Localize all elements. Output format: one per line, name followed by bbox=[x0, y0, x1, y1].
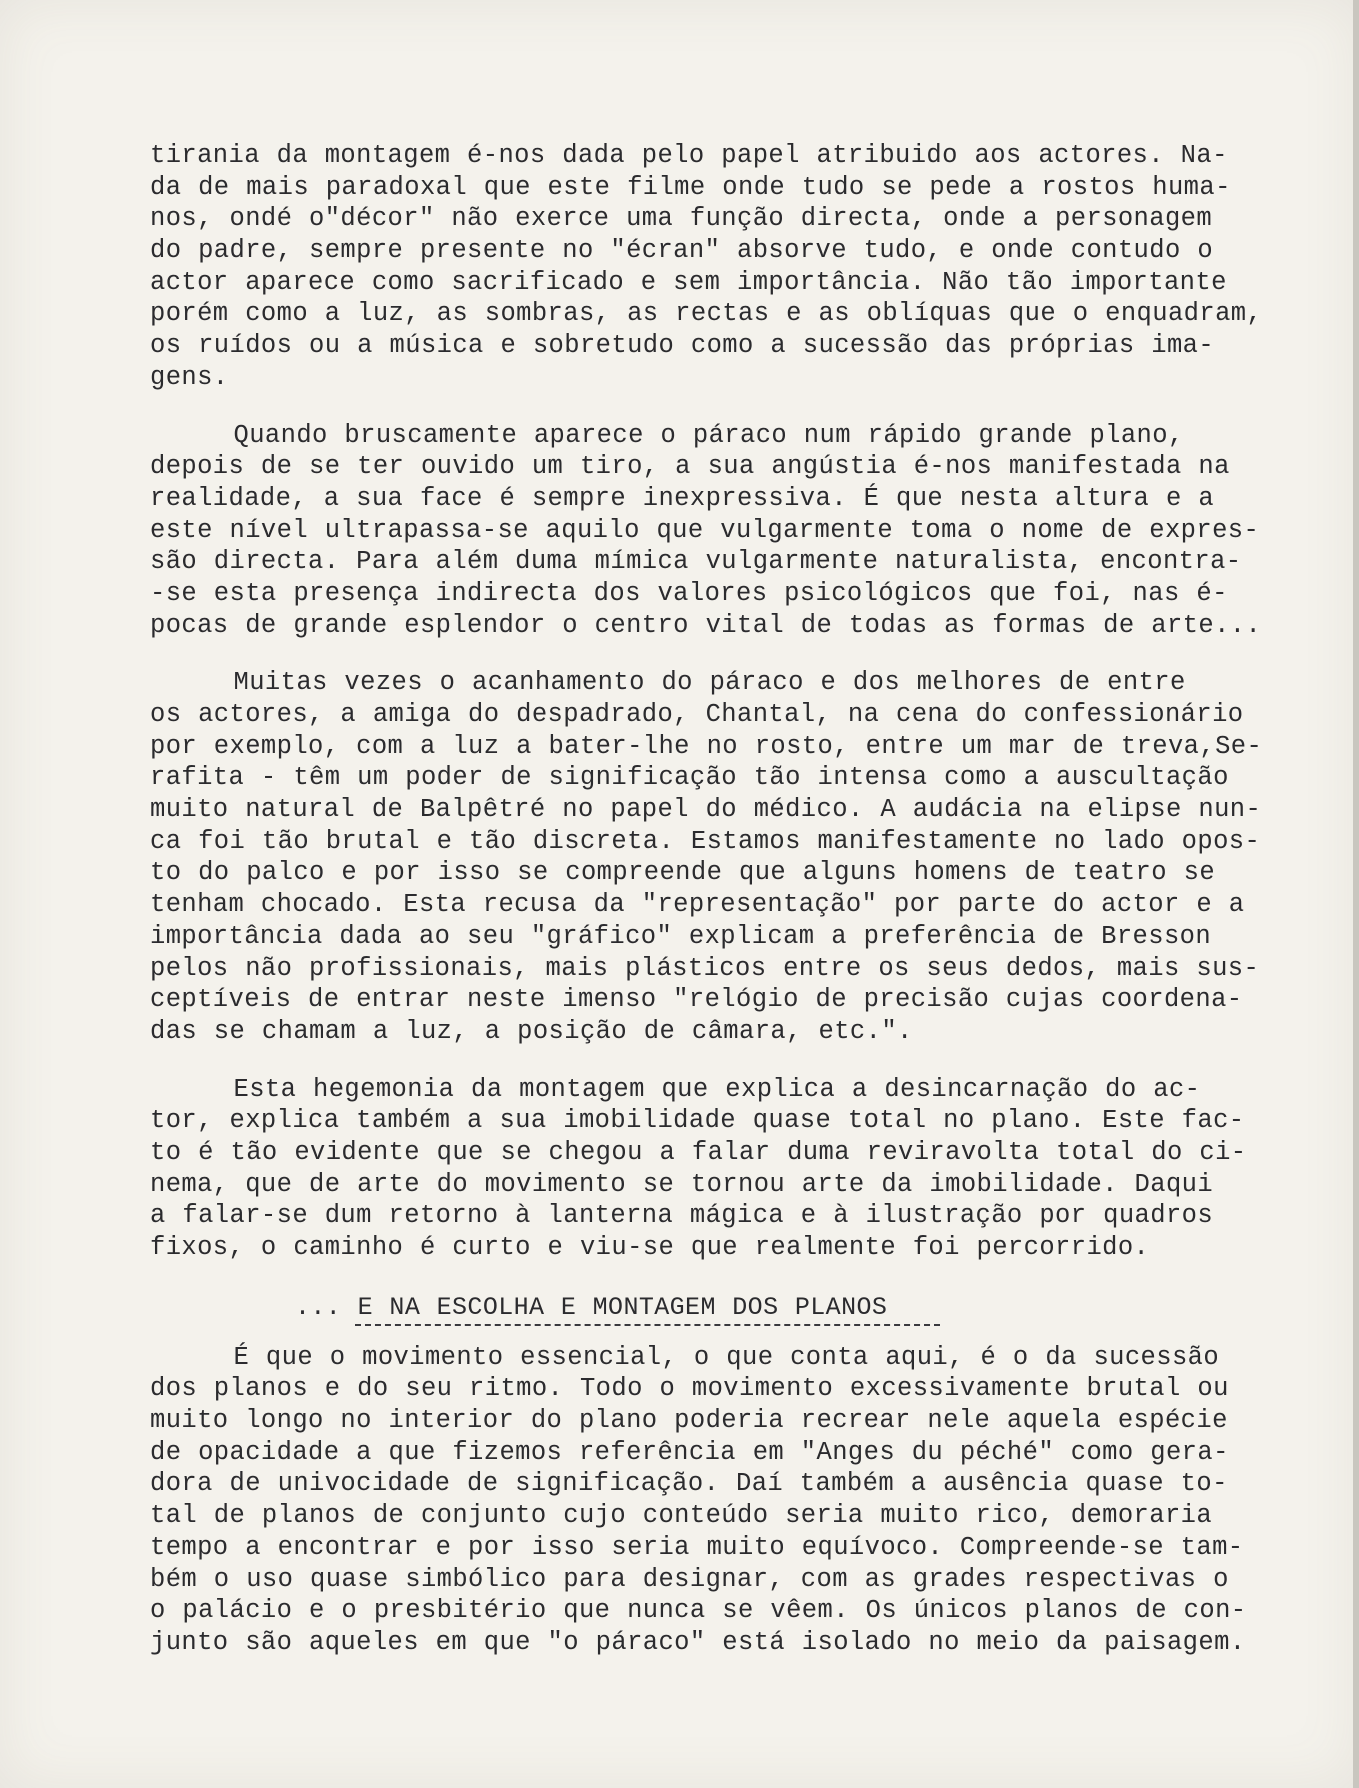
text-line: to do palco e por isso se compreende que alguns homens de teatro se bbox=[150, 858, 1216, 888]
text-line: muito longo no interior do plano poderia recrear nele aquela espécie bbox=[150, 1406, 1228, 1436]
heading-underline bbox=[355, 1324, 940, 1326]
text-line: to é tão evidente que se chegou a falar duma reviravolta total do ci- bbox=[150, 1137, 1247, 1167]
paragraph-2 bbox=[150, 420, 1260, 642]
text-line: este nível ultrapassa-se aquilo que vulgarmente toma o nome de expres- bbox=[150, 515, 1260, 545]
text-line: Muitas vezes o acanhamento do páraco e dos melhores de entre bbox=[150, 668, 1186, 698]
text-line: porém como a luz, as sombras, as rectas e as oblíquas que o enquadram, bbox=[150, 299, 1263, 329]
text-line: por exemplo, com a luz a bater-lhe no rosto, entre um mar de treva,Se- bbox=[150, 731, 1263, 761]
text-line: o palácio e o presbitério que nunca se vêem. Os únicos planos de con- bbox=[150, 1596, 1247, 1626]
text-line: -se esta presença indirecta dos valores psicológicos que foi, nas é- bbox=[150, 578, 1228, 608]
text-line: tirania da montagem é-nos dada pelo papel atribuido aos actores. Na- bbox=[150, 141, 1228, 170]
text-line: Esta hegemonia da montagem que explica a desincarnação do ac- bbox=[150, 1074, 1201, 1104]
paragraph-3 bbox=[150, 667, 1263, 1047]
text-line: nos, ondé o"décor" não exerce uma função directa, onde a personagem bbox=[150, 204, 1213, 234]
text-line: tal de planos de conjunto cujo conteúdo seria muito rico, demoraria bbox=[150, 1501, 1213, 1531]
text-line: muito natural de Balpêtré no papel do médico. A audácia na elipse nun- bbox=[150, 795, 1262, 825]
text-line: É que o movimento essencial, o que conta aqui, é o da sucessão bbox=[150, 1342, 1220, 1372]
text-line: nema, que de arte do movimento se tornou arte da imobilidade. Daqui bbox=[150, 1169, 1214, 1199]
text-line: das se chamam a luz, a posição de câmara, etc.". bbox=[150, 1016, 913, 1046]
text-line: os ruídos ou a música e sobretudo como a sucessão das próprias ima- bbox=[150, 331, 1215, 361]
text-line: gens. bbox=[150, 362, 229, 392]
text-line: tempo a encontrar e por isso seria muito equívoco. Compreende-se tam- bbox=[150, 1532, 1244, 1562]
text-line: pelos não profissionais, mais plásticos entre os seus dedos, mais sus- bbox=[150, 953, 1260, 983]
text-line: realidade, a sua face é sempre inexpressiva. É que nesta altura e a bbox=[150, 483, 1215, 513]
text-line: actor aparece como sacrificado e sem importância. Não tão importante bbox=[150, 267, 1227, 297]
text-line: bém o uso quase simbólico para designar, com as grades respectivas o bbox=[150, 1564, 1229, 1594]
text-line: dos planos e do seu ritmo. Todo o movimento excessivamente brutal ou bbox=[150, 1374, 1229, 1404]
text-line: Quando bruscamente aparece o páraco num rápido grande plano, bbox=[150, 420, 1184, 450]
text-line: junto são aqueles em que "o páraco" está isolado no meio da paisagem. bbox=[150, 1627, 1246, 1657]
text-line: pocas de grande esplendor o centro vital de todas as formas de arte... bbox=[150, 610, 1262, 640]
text-line: importância dada ao seu "gráfico" explicam a preferência de Bresson bbox=[150, 921, 1212, 951]
page-edge bbox=[1353, 0, 1359, 1788]
text-line: tor, explica também a sua imobilidade quase total no plano. Este fac- bbox=[150, 1106, 1245, 1136]
text-line: fixos, o caminho é curto e viu-se que realmente foi percorrido. bbox=[150, 1233, 1150, 1262]
text-line: do padre, sempre presente no "écran" absorve tudo, e onde contudo o bbox=[150, 236, 1214, 266]
section-heading: ... E NA ESCOLHA E MONTAGEM DOS PLANOS bbox=[295, 1292, 888, 1322]
document-body bbox=[150, 140, 1263, 1659]
text-line: de opacidade a que fizemos referência em "Anges du péché" como gera- bbox=[150, 1437, 1229, 1467]
text-line: dora de univocidade de significação. Daí também a ausência quase to- bbox=[150, 1469, 1228, 1499]
section-heading-block bbox=[150, 1290, 1260, 1330]
text-line: da de mais paradoxal que este filme onde tudo se pede a rostos huma- bbox=[150, 172, 1231, 202]
text-line: são directa. Para além duma mímica vulgarmente naturalista, encontra- bbox=[150, 547, 1242, 577]
paragraph-1 bbox=[150, 140, 1263, 394]
text-line: tenham chocado. Esta recusa da "representação" por parte do actor e a bbox=[150, 890, 1245, 920]
paragraph-4 bbox=[150, 1074, 1260, 1264]
text-line: a falar-se dum retorno à lanterna mágica e à ilustração por quadros bbox=[150, 1201, 1214, 1231]
text-line: os actores, a amiga do despadrado, Chantal, na cena do confessionário bbox=[150, 700, 1244, 729]
text-line: ca foi tão brutal e tão discreta. Estamos manifestamente no lado opos- bbox=[150, 826, 1261, 856]
text-line: depois de se ter ouvido um tiro, a sua angústia é-nos manifestada na bbox=[150, 452, 1230, 482]
text-line: rafita - têm um poder de significação tão intensa como a auscultação bbox=[150, 763, 1229, 793]
paragraph-5 bbox=[150, 1342, 1260, 1659]
text-line: ceptíveis de entrar neste imenso "relógio de precisão cujas coordena- bbox=[150, 985, 1243, 1015]
